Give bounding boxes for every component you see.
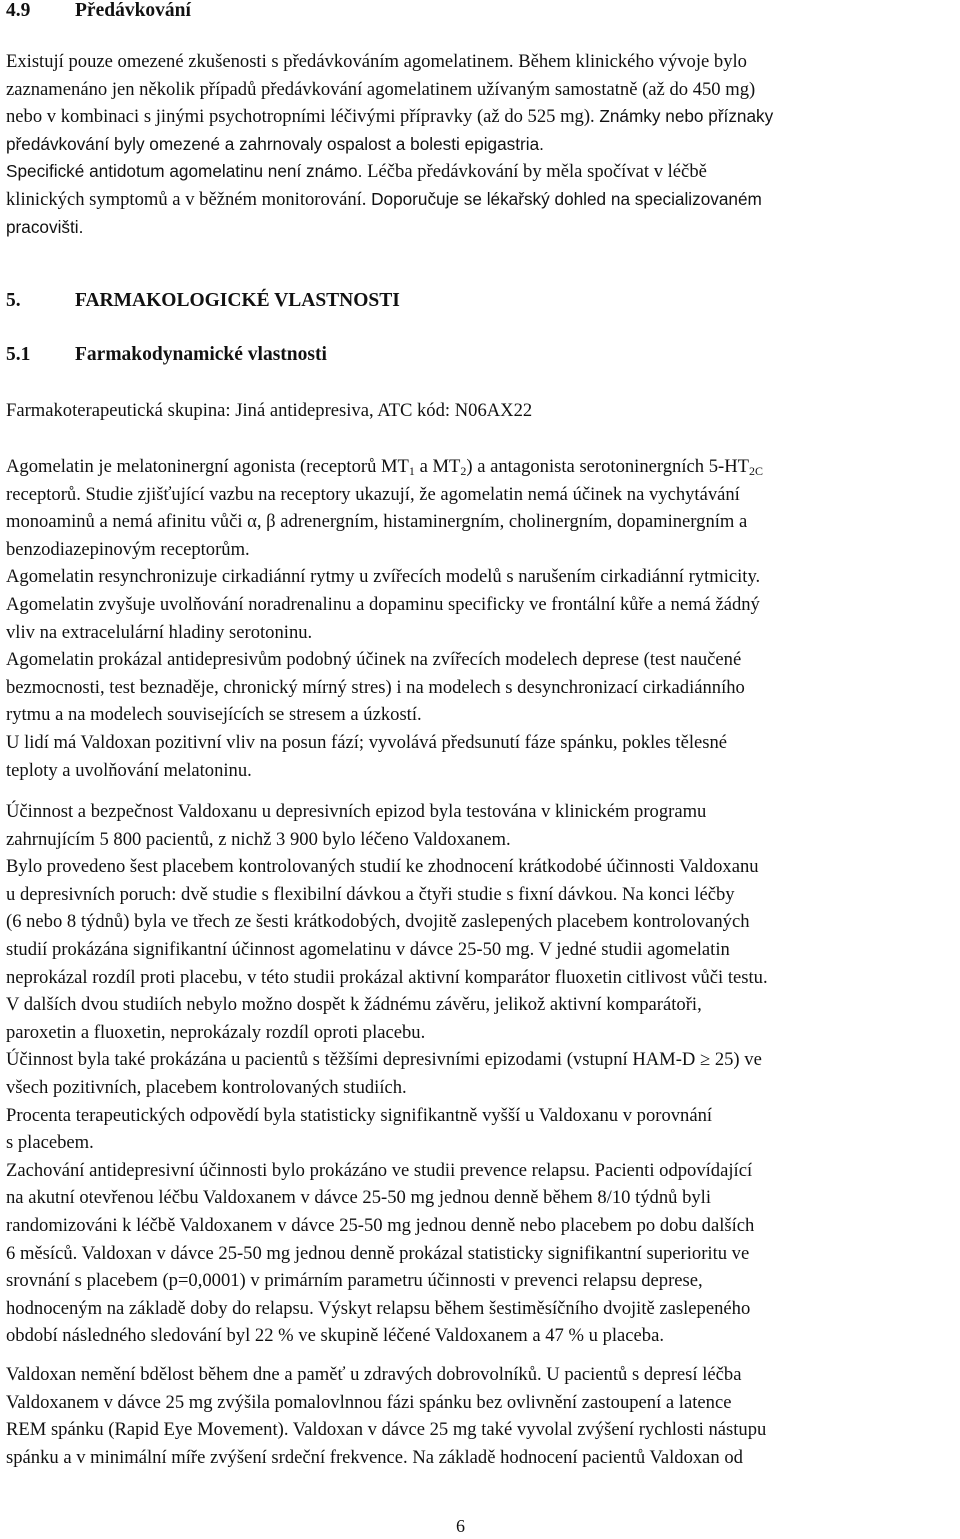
text-line: vliv na extracelulární hladiny serotoninu. <box>6 621 313 643</box>
text-span: Známky nebo příznaky <box>599 106 774 127</box>
text-line: bezmocnosti, test beznaděje, chronický mírný stres) i na modelech s desynchronizací cirkadiánního <box>6 676 745 698</box>
text-line: Valdoxan nemění bdělost během dne a paměť u zdravých dobrovolníků. U pacientů s depresí léčba <box>6 1364 742 1385</box>
text-line: teploty a uvolňování melatoninu. <box>6 759 252 781</box>
text-line: zaznamenáno jen několik případů předávkování agomelatinem užívaným samostatně (až do 450 mg) <box>6 78 756 100</box>
text-line: s placebem. <box>6 1132 94 1154</box>
text-span: Doporučuje se lékařský dohled na specializovaném <box>371 188 762 209</box>
text-line: monoaminů a nemá afinitu vůči α, β adrenergním, histaminergním, cholinergním, dopaminergním a <box>6 511 748 533</box>
page-number: 6 <box>456 1516 465 1536</box>
section-number: 4.9 <box>6 0 31 21</box>
text-line <box>6 186 951 214</box>
text-line: období následného sledování byl 22 % ve skupině léčené Valdoxanem a 47 % u placeba. <box>6 1325 664 1347</box>
text-line: studií prokázána signifikantní účinnost agomelatinu v dávce 25-50 mg. V jedné studii agomelatin <box>6 938 730 960</box>
text-line: Agomelatin resynchronizuje cirkadiánní rytmy u zvířecích modelů s narušením cirkadiánní rytmicity. <box>6 566 761 588</box>
text-line: předávkování byly omezené a zahrnovaly ospalost a bolesti epigastria. <box>6 133 544 154</box>
text-line: Agomelatin zvyšuje uvolňování noradrenalinu a dopaminu specificky ve frontální kůře a nemá žádný <box>6 593 760 615</box>
mechanism-paragraph <box>6 453 951 784</box>
text-span: a MT <box>414 456 461 477</box>
text-line: randomizováni k léčbě Valdoxanem v dávce 25-50 mg jednou denně nebo placebem po dobu dalších <box>6 1214 755 1236</box>
efficacy-paragraph <box>6 798 951 1350</box>
text-line: Procenta terapeutických odpovědí byla statisticky signifikantně vyšší u Valdoxanu v porovnání <box>6 1104 713 1126</box>
text-line: u depresivních poruch: dvě studie s flexibilní dávkou a čtyři studie s fixní dávkou. Na konci léčby <box>6 883 735 905</box>
text-line <box>6 453 951 481</box>
text-line: zahrnujícím 5 800 pacientů, z nichž 3 900 bylo léčeno Valdoxanem. <box>6 828 511 850</box>
section-heading-4-9 <box>6 0 191 22</box>
text-line: U lidí má Valdoxan pozitivní vliv na posun fází; vyvolává předsunutí fáze spánku, pokles tělesné <box>6 731 728 753</box>
section-heading-5-1 <box>6 344 327 366</box>
text-line: benzodiazepinovým receptorům. <box>6 538 250 560</box>
text-line: Valdoxanem v dávce 25 mg zvýšila pomalovlnnou fázi spánku bez ovlivnění zastoupení a latence <box>6 1391 732 1413</box>
text-line <box>6 103 951 131</box>
text-line: 6 měsíců. Valdoxan v dávce 25-50 mg jednou denně prokázal statisticky signifikantní superioritu ve <box>6 1242 750 1264</box>
text-span: klinických symptomů a v běžném monitorování. <box>6 188 372 210</box>
text-line: Účinnost a bezpečnost Valdoxanu u depresivních epizod byla testována v klinickém programu <box>6 801 707 822</box>
text-line: Zachování antidepresivní účinnosti bylo prokázáno ve studii prevence relapsu. Pacienti odpovídající <box>6 1159 753 1181</box>
text-line <box>6 158 951 186</box>
sleep-paragraph <box>6 1361 951 1471</box>
section-number: 5. <box>6 290 21 311</box>
subscript: 2C <box>749 464 764 478</box>
text-line: všech pozitivních, placebem kontrolovaných studiích. <box>6 1076 407 1098</box>
section-heading-5 <box>6 290 400 312</box>
text-span: ) a antagonista serotoninergních 5-HT <box>466 456 749 477</box>
text-line: paroxetin a fluoxetin, neprokázaly rozdíl oproti placebu. <box>6 1021 426 1043</box>
text-line: V dalších dvou studiích nebylo možno dospět k žádnému závěru, jelikož aktivní komparátoři, <box>6 994 702 1016</box>
text-line: na akutní otevřenou léčbu Valdoxanem v dávce 25-50 mg jednou denně během 8/10 týdnů byli <box>6 1187 712 1209</box>
text-line: neprokázal rozdíl proti placebu, v této studii prokázal aktivní komparátor fluoxetin citlivost vůči testu. <box>6 966 768 988</box>
text-line: Farmakoterapeutická skupina: Jiná antidepresiva, ATC kód: N06AX22 <box>6 400 533 421</box>
section-title: FARMAKOLOGICKÉ VLASTNOSTI <box>75 290 400 311</box>
section-title: Farmakodynamické vlastnosti <box>75 344 327 365</box>
subscript: 1 <box>408 464 415 478</box>
subscript: 2 <box>460 464 467 478</box>
section-number: 5.1 <box>6 344 31 365</box>
text-line: Bylo provedeno šest placebem kontrolovaných studií ke zhodnocení krátkodobé účinnosti Valdoxanu <box>6 856 759 878</box>
text-span: Agomelatin je melatoninergní agonista (receptorů MT <box>6 456 409 477</box>
text-line: REM spánku (Rapid Eye Movement). Valdoxan v dávce 25 mg také vyvolal zvýšení rychlosti nástupu <box>6 1419 767 1441</box>
text-span: Specifické antidotum agomelatinu není známo. <box>6 161 368 182</box>
text-line: spánku a v minimální míře zvýšení srdeční frekvence. Na základě hodnocení pacientů Valdoxan od <box>6 1446 743 1468</box>
text-line: Existují pouze omezené zkušenosti s předávkováním agomelatinem. Během klinického vývoje bylo <box>6 51 747 72</box>
text-line: Agomelatin prokázal antidepresivům podobný účinek na zvířecích modelech deprese (test naučené <box>6 649 742 671</box>
text-line: Účinnost byla také prokázána u pacientů s těžšími depresivními epizodami (vstupní HAM-D ≥ 25) ve <box>6 1049 762 1071</box>
overdose-paragraph <box>6 48 951 241</box>
text-span: Léčba předávkování by měla spočívat v léčbě <box>367 161 707 183</box>
text-line: hodnoceným na základě doby do relapsu. Výskyt relapsu během šestiměsíčního dvojitě zaslepeného <box>6 1297 751 1319</box>
text-line: receptorů. Studie zjišťující vazbu na receptory ukazují, že agomelatin nemá účinek na vychytávání <box>6 483 740 505</box>
atc-paragraph <box>6 397 951 425</box>
section-title: Předávkování <box>75 0 191 21</box>
text-line: srovnání s placebem (p=0,0001) v primárním parametru účinnosti v prevenci relapsu deprese, <box>6 1270 703 1292</box>
text-span: nebo v kombinaci s jinými psychotropními léčivými přípravky (až do 525 mg). <box>6 106 600 128</box>
text-line: (6 nebo 8 týdnů) byla ve třech ze šesti krátkodobých, dvojitě zaslepených placebem kontrolovaných <box>6 911 750 933</box>
text-line: rytmu a na modelech souvisejících se stresem a úzkostí. <box>6 704 422 726</box>
text-line: pracovišti. <box>6 216 84 237</box>
